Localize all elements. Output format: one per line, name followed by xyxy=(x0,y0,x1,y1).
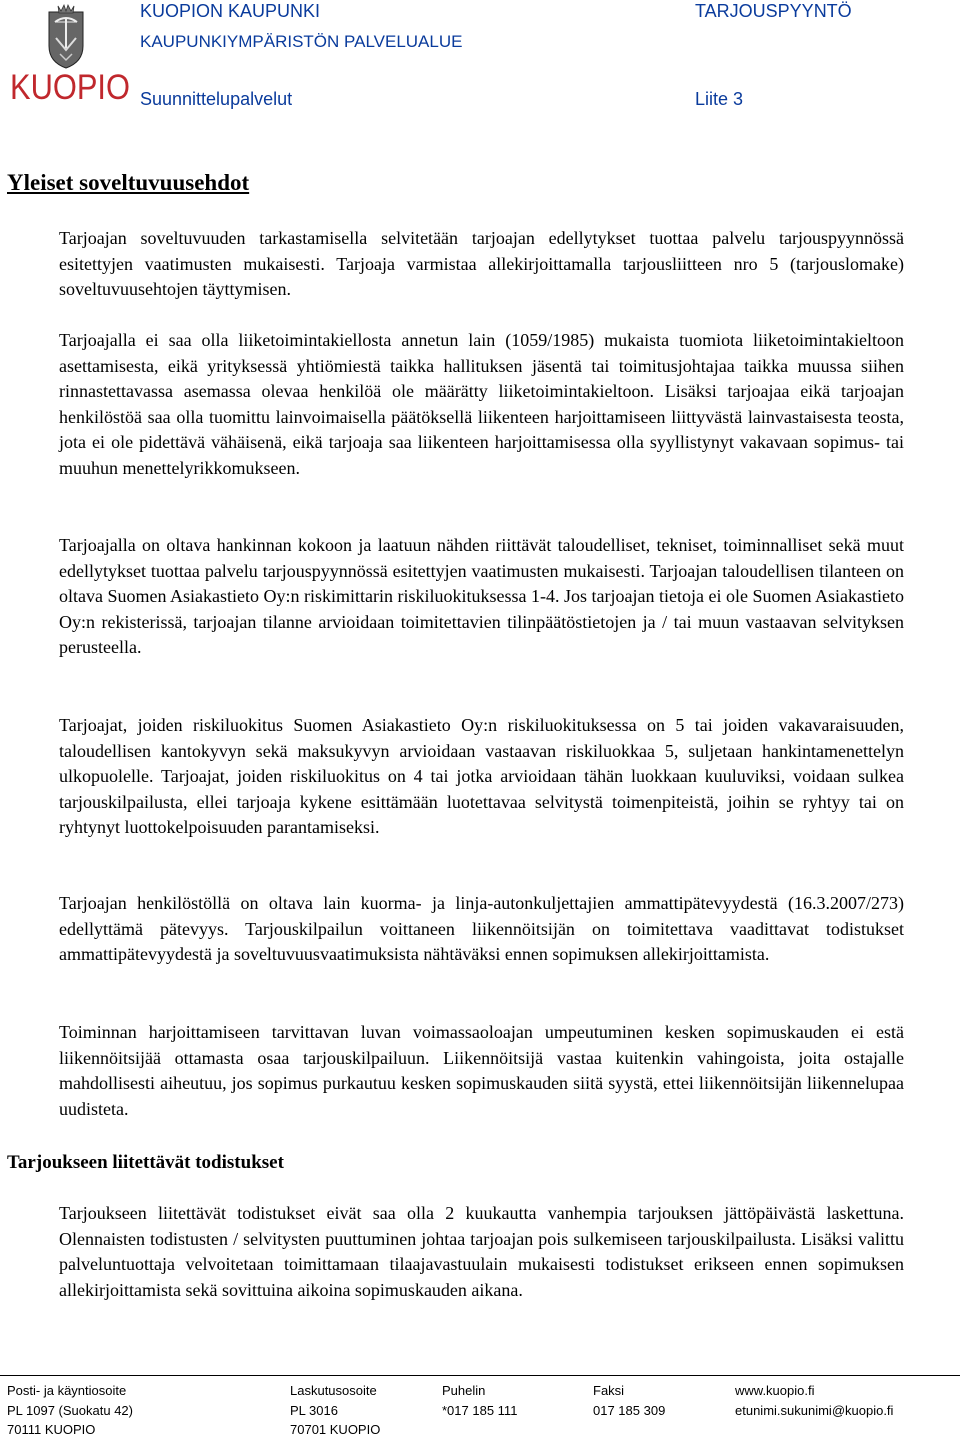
footer-address-line: 70111 KUOPIO xyxy=(7,1422,96,1437)
unit-name: Suunnittelupalvelut xyxy=(140,89,293,109)
footer-email-link[interactable]: etunimi.sukunimi@kuopio.fi xyxy=(735,1403,894,1418)
paragraph: Tarjoajalla on oltava hankinnan kokoon ja laatuun nähden riittävät taloudelliset, tekniset, toiminnalliset sekä muut edellytykset tuottaa palvelu tarjouspyynnössä esitettyjen vaatimusten mukaisesti. Tarjoajan taloudellisen tilanteen on oltava Suomen Asiakastieto Oy:n riskimittarin riskiluokituksessa 1-4. Jos tarjoajan tietoja ei ole Suomen Asiakastieto Oy:n rekisterissä, tarjoajan tilanne arvioidaan toimitettavien tilinpäätöstietojen ja / tai muun vastaavan selvityksen perusteella. xyxy=(59,535,904,658)
coat-of-arms-icon xyxy=(44,2,88,70)
paragraph: Tarjoajan soveltuvuuden tarkastamisella selvitetään tarjoajan edellytykset tuottaa palvelu tarjouspyynnössä esitettyjen vaatimusten mukaisesti. Tarjoaja varmistaa allekirjoittamalla tarjousliitteen nro 5 (tarjouslomake) soveltuvuusehtojen täyttymisen. xyxy=(59,228,904,300)
page-title: Yleiset soveltuvuusehdot xyxy=(7,170,250,195)
department-name: KAUPUNKIYMPÄRISTÖN PALVELUALUE xyxy=(140,32,463,51)
paragraph: Tarjoukseen liitettävät todistukset eivät saa olla 2 kuukautta vanhempia tarjouksen jättöpäivästä laskettuna. Olennaisten todistusten / selvitysten puuttuminen johtaa tarjoajan pois sulkemiseen tarjouskilpailusta. Lisäksi valittu palveluntuottaja velvoitetaan toimittamaan tilaajavastuulain mukaisesti todistukset erikseen ennen sopimuksen allekirjoittamista sekä sovittuina aikoina sopimuskauden aikana. xyxy=(59,1203,904,1300)
svg-text:KUOPIO: KUOPIO xyxy=(10,68,130,107)
footer-fax: 017 185 309 xyxy=(593,1403,666,1418)
footer-address-line: PL 1097 (Suokatu 42) xyxy=(7,1403,133,1418)
attachment-number: Liite 3 xyxy=(695,89,744,109)
footer-phone-label: Puhelin xyxy=(442,1383,486,1398)
footer-billing-line: 70701 KUOPIO xyxy=(290,1422,381,1437)
kuopio-logo xyxy=(10,68,132,107)
paragraph: Tarjoajat, joiden riskiluokitus Suomen Asiakastieto Oy:n riskiluokituksessa on 5 tai joiden vakavaraisuuden, taloudellisen kantokyvyn sekä maksukyvyn arvioidaan vastaavan riskiluokkaa 5, suljetaan hankintamenettelyn ulkopuolelle. Tarjoajat, joiden riskiluokitus on 4 tai jotka arvioidaan tähän luokkaan kuuluviksi, voidaan sulkea tarjouskilpailusta, ellei tarjoaja kykene esittämään luotettavaa selvitystä toimenpiteistä, joihin se ryhtyy tai on ryhtynyt luottokelpoisuuden parantamiseksi. xyxy=(59,715,904,838)
paragraph: Tarjoajalla ei saa olla liiketoimintakiellosta annetun lain (1059/1985) mukaista tuomiota liiketoimintakieltoon asettamisesta, eikä yrityksessä yhtiömiestä taikka hallituksen jäsentä tai toimitusjohtajaa taikka muussa siihen rinnastettavassa asemassa olevaa henkilöä ole määrätty liiketoimintakieltoon. Lisäksi tarjoajaa eikä tarjoajan henkilöstöä saa olla tuomittu lainvoimaisella päätöksellä liikenteen harjoittamiseen liittyvästä lainvastaisesta teosta, jota ei ole pidettävä vähäisenä, eikä tarjoaja saa liikenteen harjoittamisessa olla syyllistynyt vakavaan sopimus- tai muuhun menettelyrikkomukseen. xyxy=(59,330,904,478)
footer-billing-line: PL 3016 xyxy=(290,1403,338,1418)
footer-phone: *017 185 111 xyxy=(442,1403,518,1418)
footer-fax-label: Faksi xyxy=(593,1383,625,1398)
paragraph: Toiminnan harjoittamiseen tarvittavan luvan voimassaoloajan umpeutuminen kesken sopimuskauden ei estä liikennöitsijää ottamasta osaa tarjouskilpailuun. Liikennöitsijä vastaa kuitenkin vahingoista, joita ostajalle mahdollisesti aiheutuu, jos sopimus purkautuu kesken sopimuskauden siitä syystä, ettei liikennöitsijän liikennelupaa uudisteta. xyxy=(59,1022,904,1119)
footer-address-label: Posti- ja käyntiosoite xyxy=(7,1383,127,1398)
paragraph: Tarjoajan henkilöstöllä on oltava lain kuorma- ja linja-autonkuljettajien ammattipätevyydestä (16.3.2007/273) edellyttämä pätevyys. Tarjouskilpailun voittaneen liikennöitsijän on toimitettava vaadittavat todistukset ammattipätevyydestä ja soveltuvuusvaatimuksista nähtäväksi ennen sopimuksen allekirjoittamista. xyxy=(59,893,904,965)
section-heading: Tarjoukseen liitettävät todistukset xyxy=(7,1152,284,1173)
footer-divider xyxy=(0,1375,960,1376)
footer-billing-label: Laskutusosoite xyxy=(290,1383,377,1398)
document-type: TARJOUSPYYNTÖ xyxy=(695,1,852,21)
city-name: KUOPION KAUPUNKI xyxy=(140,1,321,21)
footer-website-link[interactable]: www.kuopio.fi xyxy=(735,1383,815,1398)
